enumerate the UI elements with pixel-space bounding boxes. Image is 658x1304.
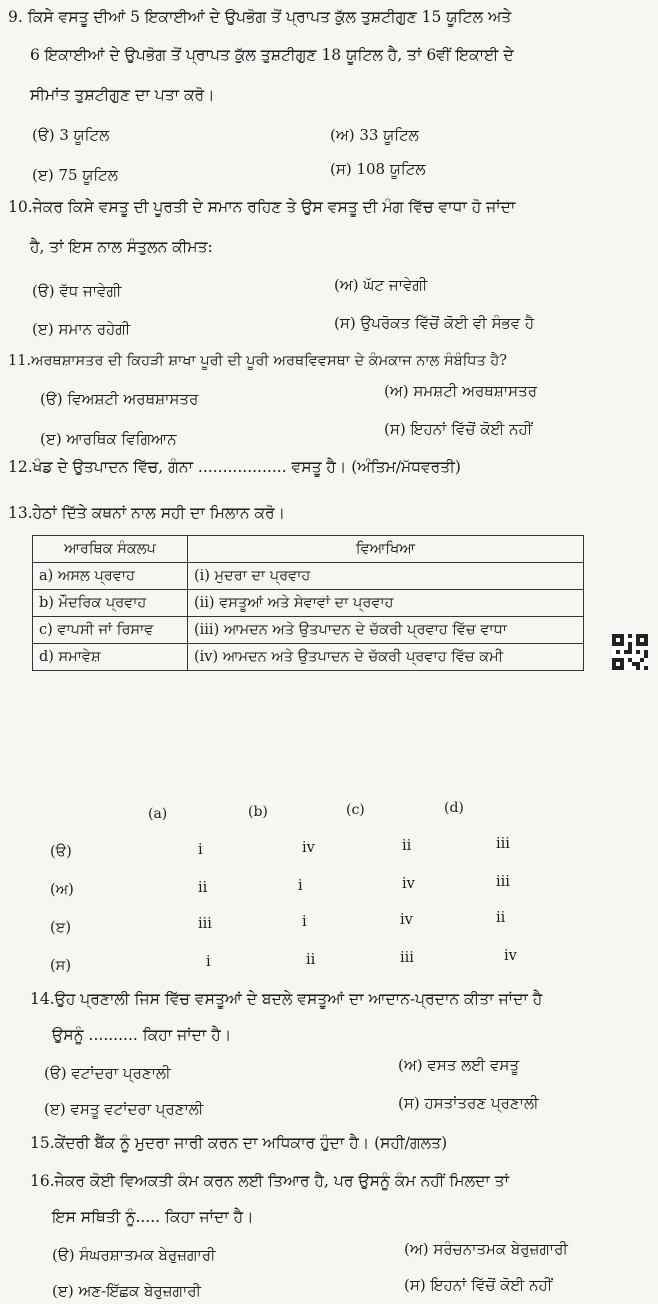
q15-line-1: 15.ਕੇਂਦਰੀ ਬੈਂਕ ਨੂੰ ਮੁਦਰਾ ਜਾਰੀ ਕਰਨ ਦਾ ਅਧਿਕਾਰ ਹੁੰਦਾ ਹੈ। (ਸਹੀ/ਗਲਤ) bbox=[30, 1134, 448, 1152]
q10-option-d: (ਸ) ਉਪਰੋਕਤ ਵਿੱਚੋਂ ਕੋਈ ਵੀ ਸੰਭਵ ਹੈ bbox=[334, 314, 535, 332]
q13-option-value: iii bbox=[198, 916, 212, 932]
table-header-explanation: ਵਿਆਖਿਆ bbox=[188, 536, 584, 563]
q10-option-b: (ਅ) ਘੱਟ ਜਾਵੇਗੀ bbox=[334, 276, 428, 294]
q10-option-c: (ੲ) ਸਮਾਨ ਰਹੇਗੀ bbox=[32, 320, 131, 338]
table-cell: c) ਵਾਪਸੀ ਜਾਂ ਰਿਸਾਵ bbox=[33, 617, 188, 644]
q14-option-c: (ੲ) ਵਸਤੂ ਵਟਾਂਦਰਾ ਪ੍ਰਣਾਲੀ bbox=[44, 1100, 204, 1118]
q16-option-c: (ੲ) ਅਣ-ਇੱਛਕ ਬੇਰੁਜ਼ਗਾਰੀ bbox=[52, 1282, 202, 1300]
q14-line-2: ਉਸਨੂੰ .......... ਕਿਹਾ ਜਾਂਦਾ ਹੈ। bbox=[52, 1026, 232, 1044]
q9-option-d: (ਸ) 108 ਯੂਟਿਲ bbox=[330, 160, 426, 178]
q9-option-a: (ੳ) 3 ਯੂਟਿਲ bbox=[32, 126, 110, 144]
column-caption-a: (a) bbox=[148, 806, 168, 822]
q13-option-value: i bbox=[206, 954, 211, 970]
q11-option-c: (ੲ) ਆਰਥਿਕ ਵਿਗਿਆਨ bbox=[40, 430, 177, 448]
table-cell: d) ਸਮਾਵੇਸ਼ bbox=[33, 644, 188, 671]
column-caption-b: (b) bbox=[248, 804, 268, 820]
q9-line-2: 6 ਇਕਾਈਆਂ ਦੇ ਉਪਭੋਗ ਤੋਂ ਪ੍ਰਾਪਤ ਕੁੱਲ ਤੁਸ਼ਟੀਗੁਣ 18 ਯੂਟਿਲ ਹੈ, ਤਾਂ 6ਵੀਂ ਇਕਾਈ ਦੇ bbox=[30, 46, 514, 64]
q13-line-1: 13.ਹੇਠਾਂ ਦਿੱਤੇ ਕਥਨਾਂ ਨਾਲ ਸਹੀ ਦਾ ਮਿਲਾਨ ਕਰੋ। bbox=[8, 504, 286, 522]
q13-option-value: i bbox=[198, 842, 203, 858]
q11-option-a: (ੳ) ਵਿਅਸ਼ਟੀ ਅਰਥਸ਼ਾਸਤਰ bbox=[40, 390, 199, 408]
q10-option-a: (ੳ) ਵੱਧ ਜਾਵੇਗੀ bbox=[32, 282, 122, 300]
q13-option-label: (ੳ) bbox=[50, 844, 72, 860]
table-cell: (iii) ਆਮਦਨ ਅਤੇ ਉਤਪਾਦਨ ਦੇ ਚੱਕਰੀ ਪ੍ਰਵਾਹ ਵਿੱਚ ਵਾਧਾ bbox=[188, 617, 584, 644]
q16-line-1: 16.ਜੇਕਰ ਕੋਈ ਵਿਅਕਤੀ ਕੰਮ ਕਰਨ ਲਈ ਤਿਆਰ ਹੈ, ਪਰ ਉਸਨੂੰ ਕੰਮ ਨਹੀਂ ਮਿਲਦਾ ਤਾਂ bbox=[30, 1172, 509, 1190]
table-cell: (iv) ਆਮਦਨ ਅਤੇ ਉਤਪਾਦਨ ਦੇ ਚੱਕਰੀ ਪ੍ਰਵਾਹ ਵਿੱਚ ਕਮੀ bbox=[188, 644, 584, 671]
q13-option-value: iv bbox=[402, 876, 415, 892]
q11-option-b: (ਅ) ਸਮਸ਼ਟੀ ਅਰਥਸ਼ਾਸਤਰ bbox=[384, 382, 538, 400]
q10-line-2: ਹੈ, ਤਾਂ ਇਸ ਨਾਲ ਸੰਤੁਲਨ ਕੀਮਤ: bbox=[30, 238, 213, 256]
table-header-concept: ਆਰਥਿਕ ਸੰਕਲਪ bbox=[33, 536, 188, 563]
table-cell: (i) ਮੁਦਰਾ ਦਾ ਪ੍ਰਵਾਹ bbox=[188, 563, 584, 590]
q13-option-value: iv bbox=[504, 948, 517, 964]
q11-option-d: (ਸ) ਇਹਨਾਂ ਵਿੱਚੋਂ ਕੋਈ ਨਹੀਂ bbox=[384, 420, 533, 438]
q13-option-label: (ੲ) bbox=[50, 920, 71, 936]
q13-option-value: iii bbox=[496, 874, 510, 890]
q13-option-value: i bbox=[298, 878, 303, 894]
q9-line-1: 9. ਕਿਸੇ ਵਸਤੂ ਦੀਆਂ 5 ਇਕਾਈਆਂ ਦੇ ਉਪਭੋਗ ਤੋਂ ਪ੍ਰਾਪਤ ਕੁੱਲ ਤੁਸ਼ਟੀਗੁਣ 15 ਯੂਟਿਲ ਅਤੇ bbox=[8, 8, 512, 26]
match-table bbox=[32, 535, 584, 671]
q13-option-label: (ਅ) bbox=[50, 882, 74, 898]
q14-option-b: (ਅ) ਵਸਤ ਲਈ ਵਸਤੂ bbox=[398, 1056, 519, 1074]
q16-line-2: ਇਸ ਸਥਿਤੀ ਨੂੰ..... ਕਿਹਾ ਜਾਂਦਾ ਹੈ। bbox=[52, 1208, 254, 1226]
q14-line-1: 14.ਉਹ ਪ੍ਰਣਾਲੀ ਜਿਸ ਵਿੱਚ ਵਸਤੂਆਂ ਦੇ ਬਦਲੇ ਵਸਤੂਆਂ ਦਾ ਆਦਾਨ-ਪ੍ਰਦਾਨ ਕੀਤਾ ਜਾਂਦਾ ਹੈ bbox=[30, 990, 543, 1008]
q12-line-1: 12.ਖੰਡ ਦੇ ਉਤਪਾਦਨ ਵਿੱਚ, ਗੰਨਾ .................. ਵਸਤੂ ਹੈ। (ਅੰਤਿਮ/ਮੱਧਵਰਤੀ) bbox=[8, 458, 461, 476]
table-header-row bbox=[33, 536, 584, 563]
q9-line-3: ਸੀਮਾਂਤ ਤੁਸ਼ਟੀਗੁਣ ਦਾ ਪਤਾ ਕਰੋ। bbox=[30, 86, 215, 104]
table-cell: b) ਮੌਦਰਿਕ ਪ੍ਰਵਾਹ bbox=[33, 590, 188, 617]
table-row bbox=[33, 590, 584, 617]
q16-option-a: (ੳ) ਸੰਘਰਸ਼ਾਤਮਕ ਬੇਰੁਜ਼ਗਾਰੀ bbox=[52, 1246, 216, 1264]
q13-option-value: iii bbox=[400, 950, 414, 966]
table-row bbox=[33, 644, 584, 671]
table-row bbox=[33, 617, 584, 644]
q14-option-d: (ਸ) ਹਸਤਾਂਤਰਣ ਪ੍ਰਣਾਲੀ bbox=[398, 1094, 539, 1112]
table-cell: (ii) ਵਸਤੂਆਂ ਅਤੇ ਸੇਵਾਵਾਂ ਦਾ ਪ੍ਰਵਾਹ bbox=[188, 590, 584, 617]
q13-option-value: i bbox=[302, 914, 307, 930]
q16-option-d: (ਸ) ਇਹਨਾਂ ਵਿੱਚੋਂ ਕੋਈ ਨਹੀਂ bbox=[404, 1276, 553, 1294]
q13-option-value: ii bbox=[198, 880, 208, 896]
q14-option-a: (ੳ) ਵਟਾਂਦਰਾ ਪ੍ਰਣਾਲੀ bbox=[44, 1064, 171, 1082]
q13-option-value: ii bbox=[402, 838, 412, 854]
q13-option-value: iv bbox=[400, 912, 413, 928]
q10-line-1: 10.ਜੇਕਰ ਕਿਸੇ ਵਸਤੂ ਦੀ ਪੂਰਤੀ ਦੇ ਸਮਾਨ ਰਹਿਣ ਤੇ ਉਸ ਵਸਤੂ ਦੀ ਮੰਗ ਵਿੱਚ ਵਾਧਾ ਹੋ ਜਾਂਦਾ bbox=[8, 198, 516, 216]
q13-option-value: iii bbox=[496, 836, 510, 852]
q13-option-label: (ਸ) bbox=[50, 958, 71, 974]
q9-option-b: (ਅ) 33 ਯੂਟਿਲ bbox=[330, 126, 419, 144]
column-caption-d: (d) bbox=[444, 800, 464, 816]
q13-option-value: ii bbox=[496, 910, 506, 926]
q16-option-b: (ਅ) ਸਰੰਚਨਾਤਮਕ ਬੇਰੁਜ਼ਗਾਰੀ bbox=[404, 1240, 568, 1258]
q9-option-c: (ੲ) 75 ਯੂਟਿਲ bbox=[32, 166, 118, 184]
q11-line-1: 11.ਅਰਥਸ਼ਾਸਤਰ ਦੀ ਕਿਹੜੀ ਸ਼ਾਖਾ ਪੂਰੀ ਦੀ ਪੂਰੀ ਅਰਥਵਿਵਸਥਾ ਦੇ ਕੰਮਕਾਜ ਨਾਲ ਸੰਬੰਧਿਤ ਹੈ? bbox=[8, 353, 508, 369]
q13-option-value: ii bbox=[306, 952, 316, 968]
qr-code-icon bbox=[612, 634, 648, 670]
q13-option-value: iv bbox=[302, 840, 315, 856]
table-row bbox=[33, 563, 584, 590]
column-caption-c: (c) bbox=[346, 802, 365, 818]
table-cell: a) ਅਸਲ ਪ੍ਰਵਾਹ bbox=[33, 563, 188, 590]
